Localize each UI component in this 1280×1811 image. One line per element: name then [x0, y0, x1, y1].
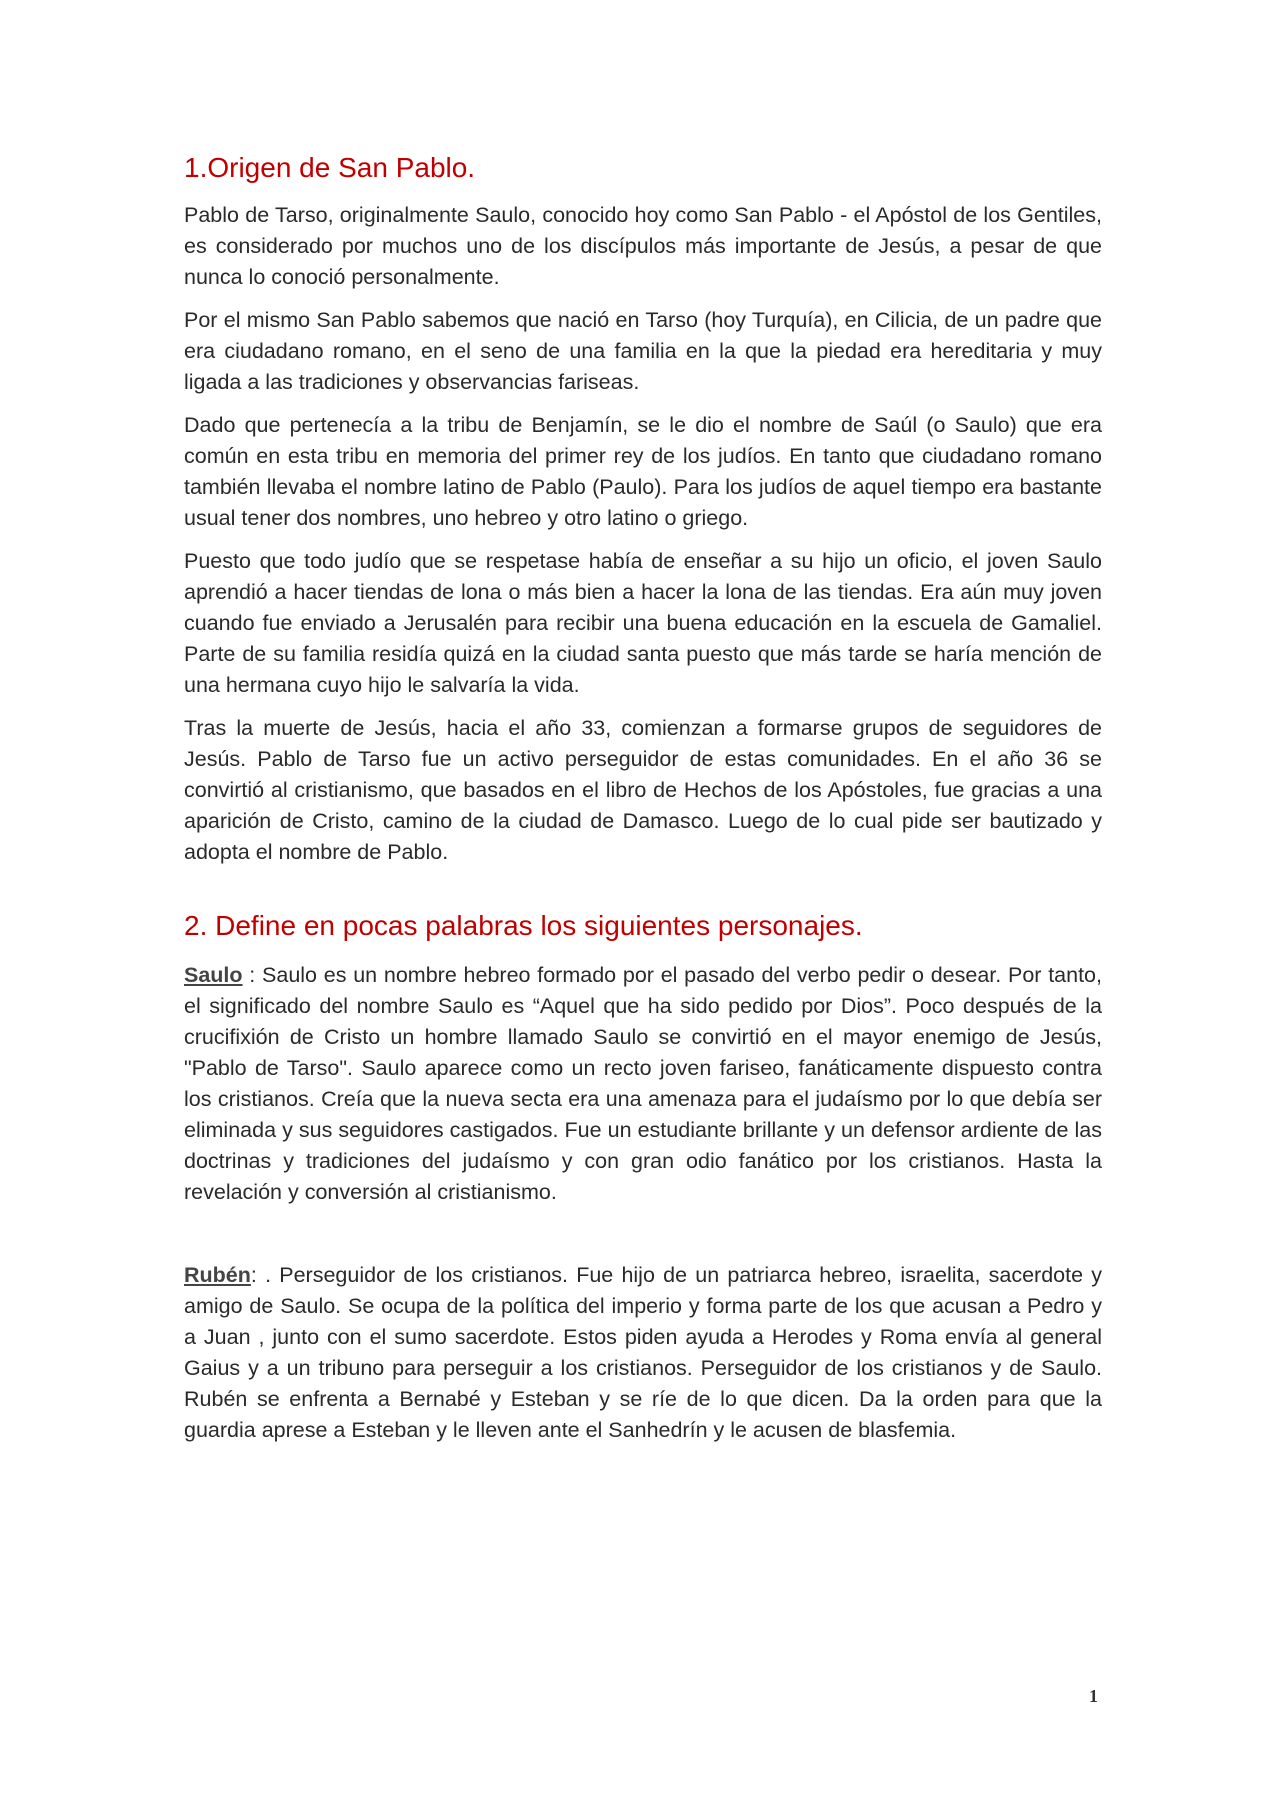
section-2-heading: 2. Define en pocas palabras los siguientes personajes. [184, 910, 863, 941]
definition-ruben [184, 1260, 1102, 1446]
section-1-paragraph-1: Pablo de Tarso, originalmente Saulo, conocido hoy como San Pablo - el Apóstol de los Gentiles, es considerado por muchos uno de los discípulos más importante de Jesús, a pesar de que nunca lo conoció personalmente. [184, 203, 1102, 289]
definition-text-saulo: : Saulo es un nombre hebreo formado por el pasado del verbo pedir o desear. Por tanto, el significado del nombre Saulo es “Aquel que ha sido pedido por Dios”. Poco después de la crucifixión de Cristo un hombre llamado Saulo se convirtió en el mayor enemigo de Jesús, "Pablo de Tarso". Saulo aparece como un recto joven fariseo, fanáticamente dispuesto contra los cristianos. Creía que la nueva secta era una amenaza para el judaísmo por lo que debía ser eliminada y sus seguidores castigados. Fue un estudiante brillante y un defensor ardiente de las doctrinas y tradiciones del judaísmo y con gran odio fanático por los cristianos. Hasta la revelación y conversión al cristianismo. [184, 963, 1102, 1204]
section-1-heading: 1.Origen de San Pablo. [184, 152, 476, 183]
section-1-paragraph-3: Dado que pertenecía a la tribu de Benjamín, se le dio el nombre de Saúl (o Saulo) que era común en esta tribu en memoria del primer rey de los judíos. En tanto que ciudadano romano también llevaba el nombre latino de Pablo (Paulo). Para los judíos de aquel tiempo era bastante usual tener dos nombres, uno hebreo y otro latino o griego. [184, 413, 1102, 530]
section-1-paragraph-5: Tras la muerte de Jesús, hacia el año 33, comienzan a formarse grupos de seguidores de Jesús. Pablo de Tarso fue un activo perseguidor de estas comunidades. En el año 36 se convirtió al cristianismo, que basados en el libro de Hechos de los Apóstoles, fue gracias a una aparición de Cristo, camino de la ciudad de Damasco. Luego de lo cual pide ser bautizado y adopta el nombre de Pablo. [184, 716, 1102, 864]
section-1-paragraph-2: Por el mismo San Pablo sabemos que nació en Tarso (hoy Turquía), en Cilicia, de un padre que era ciudadano romano, en el seno de una familia en la que la piedad era hereditaria y muy ligada a las tradiciones y observancias fariseas. [184, 308, 1102, 394]
definition-term-saulo: Saulo [184, 963, 243, 987]
page-number: 1 [1089, 1686, 1098, 1706]
section-1-paragraph-4: Puesto que todo judío que se respetase había de enseñar a su hijo un oficio, el joven Saulo aprendió a hacer tiendas de lona o más bien a hacer la lona de las tiendas. Era aún muy joven cuando fue enviado a Jerusalén para recibir una buena educación en la escuela de Gamaliel. Parte de su familia residía quizá en la ciudad santa puesto que más tarde se haría mención de una hermana cuyo hijo le salvaría la vida. [184, 549, 1102, 697]
definition-saulo [184, 960, 1102, 1208]
definition-text-ruben: : . Perseguidor de los cristianos. Fue hijo de un patriarca hebreo, israelita, sacerdote y amigo de Saulo. Se ocupa de la política del imperio y forma parte de los que acusan a Pedro y a Juan , junto con el sumo sacerdote. Estos piden ayuda a Herodes y Roma envía al general Gaius y a un tribuno para perseguir a los cristianos. Perseguidor de los cristianos y de Saulo. Rubén se enfrenta a Bernabé y Esteban y se ríe de lo que dicen. Da la orden para que la guardia aprese a Esteban y le lleven ante el Sanhedrín y le acusen de blasfemia. [184, 1263, 1102, 1442]
definition-term-ruben: Rubén [184, 1263, 251, 1287]
